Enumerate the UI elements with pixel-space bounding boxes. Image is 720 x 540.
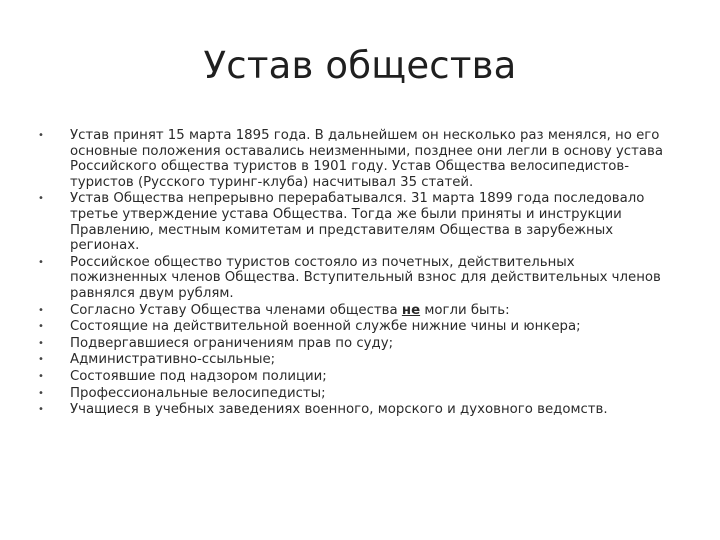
bullet-text: Устав принят 15 марта 1895 года. В дальнейшем он несколько раз менялся, но его основные положения оставались неизменными, позднее они легли в основу устава Российского общества туристов в 1901 году. Устав Общества велосипедистов-туристов (Русского туринг-клуба) насчитывал 35 статей. <box>70 128 663 190</box>
bullet-dot-icon: • <box>38 370 44 382</box>
bullet-dot-icon: • <box>38 193 44 205</box>
bullet-item <box>36 352 672 368</box>
bullet-text-emphasis: не <box>401 302 421 318</box>
bullet-item <box>36 369 672 385</box>
bullet-item <box>36 402 672 418</box>
bullet-item <box>36 386 672 402</box>
bullet-text: Подвергавшиеся ограничениям прав по суду; <box>70 335 394 351</box>
bullet-dot-icon: • <box>38 404 44 416</box>
bullet-dot-icon: • <box>38 304 44 316</box>
bullet-dot-icon: • <box>38 354 44 366</box>
bullet-item <box>36 128 672 190</box>
bullet-text-before: Согласно Уставу Общества членами общества <box>70 302 402 318</box>
bullet-text: Административно-ссыльные; <box>70 352 276 368</box>
bullet-dot-icon: • <box>38 130 44 141</box>
bullet-text: Учащиеся в учебных заведениях военного, морского и духовного ведомств. <box>70 402 608 418</box>
bullet-text: Состоящие на действительной военной службе нижние чины и юнкера; <box>70 319 581 335</box>
slide-title: Устав общества <box>203 44 517 87</box>
bullet-dot-icon: • <box>38 337 44 349</box>
bullet-dot-icon: • <box>38 387 44 399</box>
bullet-item <box>36 255 672 302</box>
bullet-item <box>36 191 672 253</box>
bullet-item <box>36 336 672 352</box>
bullet-text: Российское общество туристов состояло из почетных, действительных пожизненных членов Общества. Вступительный взнос для действительных членов равнялся двум рублям. <box>70 254 661 301</box>
bullet-text: Состоявшие под надзором полиции; <box>70 368 327 384</box>
bullet-item <box>36 319 672 335</box>
bullet-text: Профессиональные велосипедисты; <box>70 385 326 401</box>
bullet-list <box>36 128 672 419</box>
bullet-text: Устав Общества непрерывно перерабатывался. 31 марта 1899 года последовало третье утверждение устава Общества. Тогда же были приняты и инструкции Правлению, местным комитетам и представителям Общества в зарубежных регионах. <box>70 191 645 254</box>
bullet-text-after: могли быть: <box>420 302 510 318</box>
bullet-dot-icon: • <box>38 256 44 268</box>
bullet-dot-icon: • <box>38 321 44 333</box>
bullet-item <box>36 303 672 319</box>
